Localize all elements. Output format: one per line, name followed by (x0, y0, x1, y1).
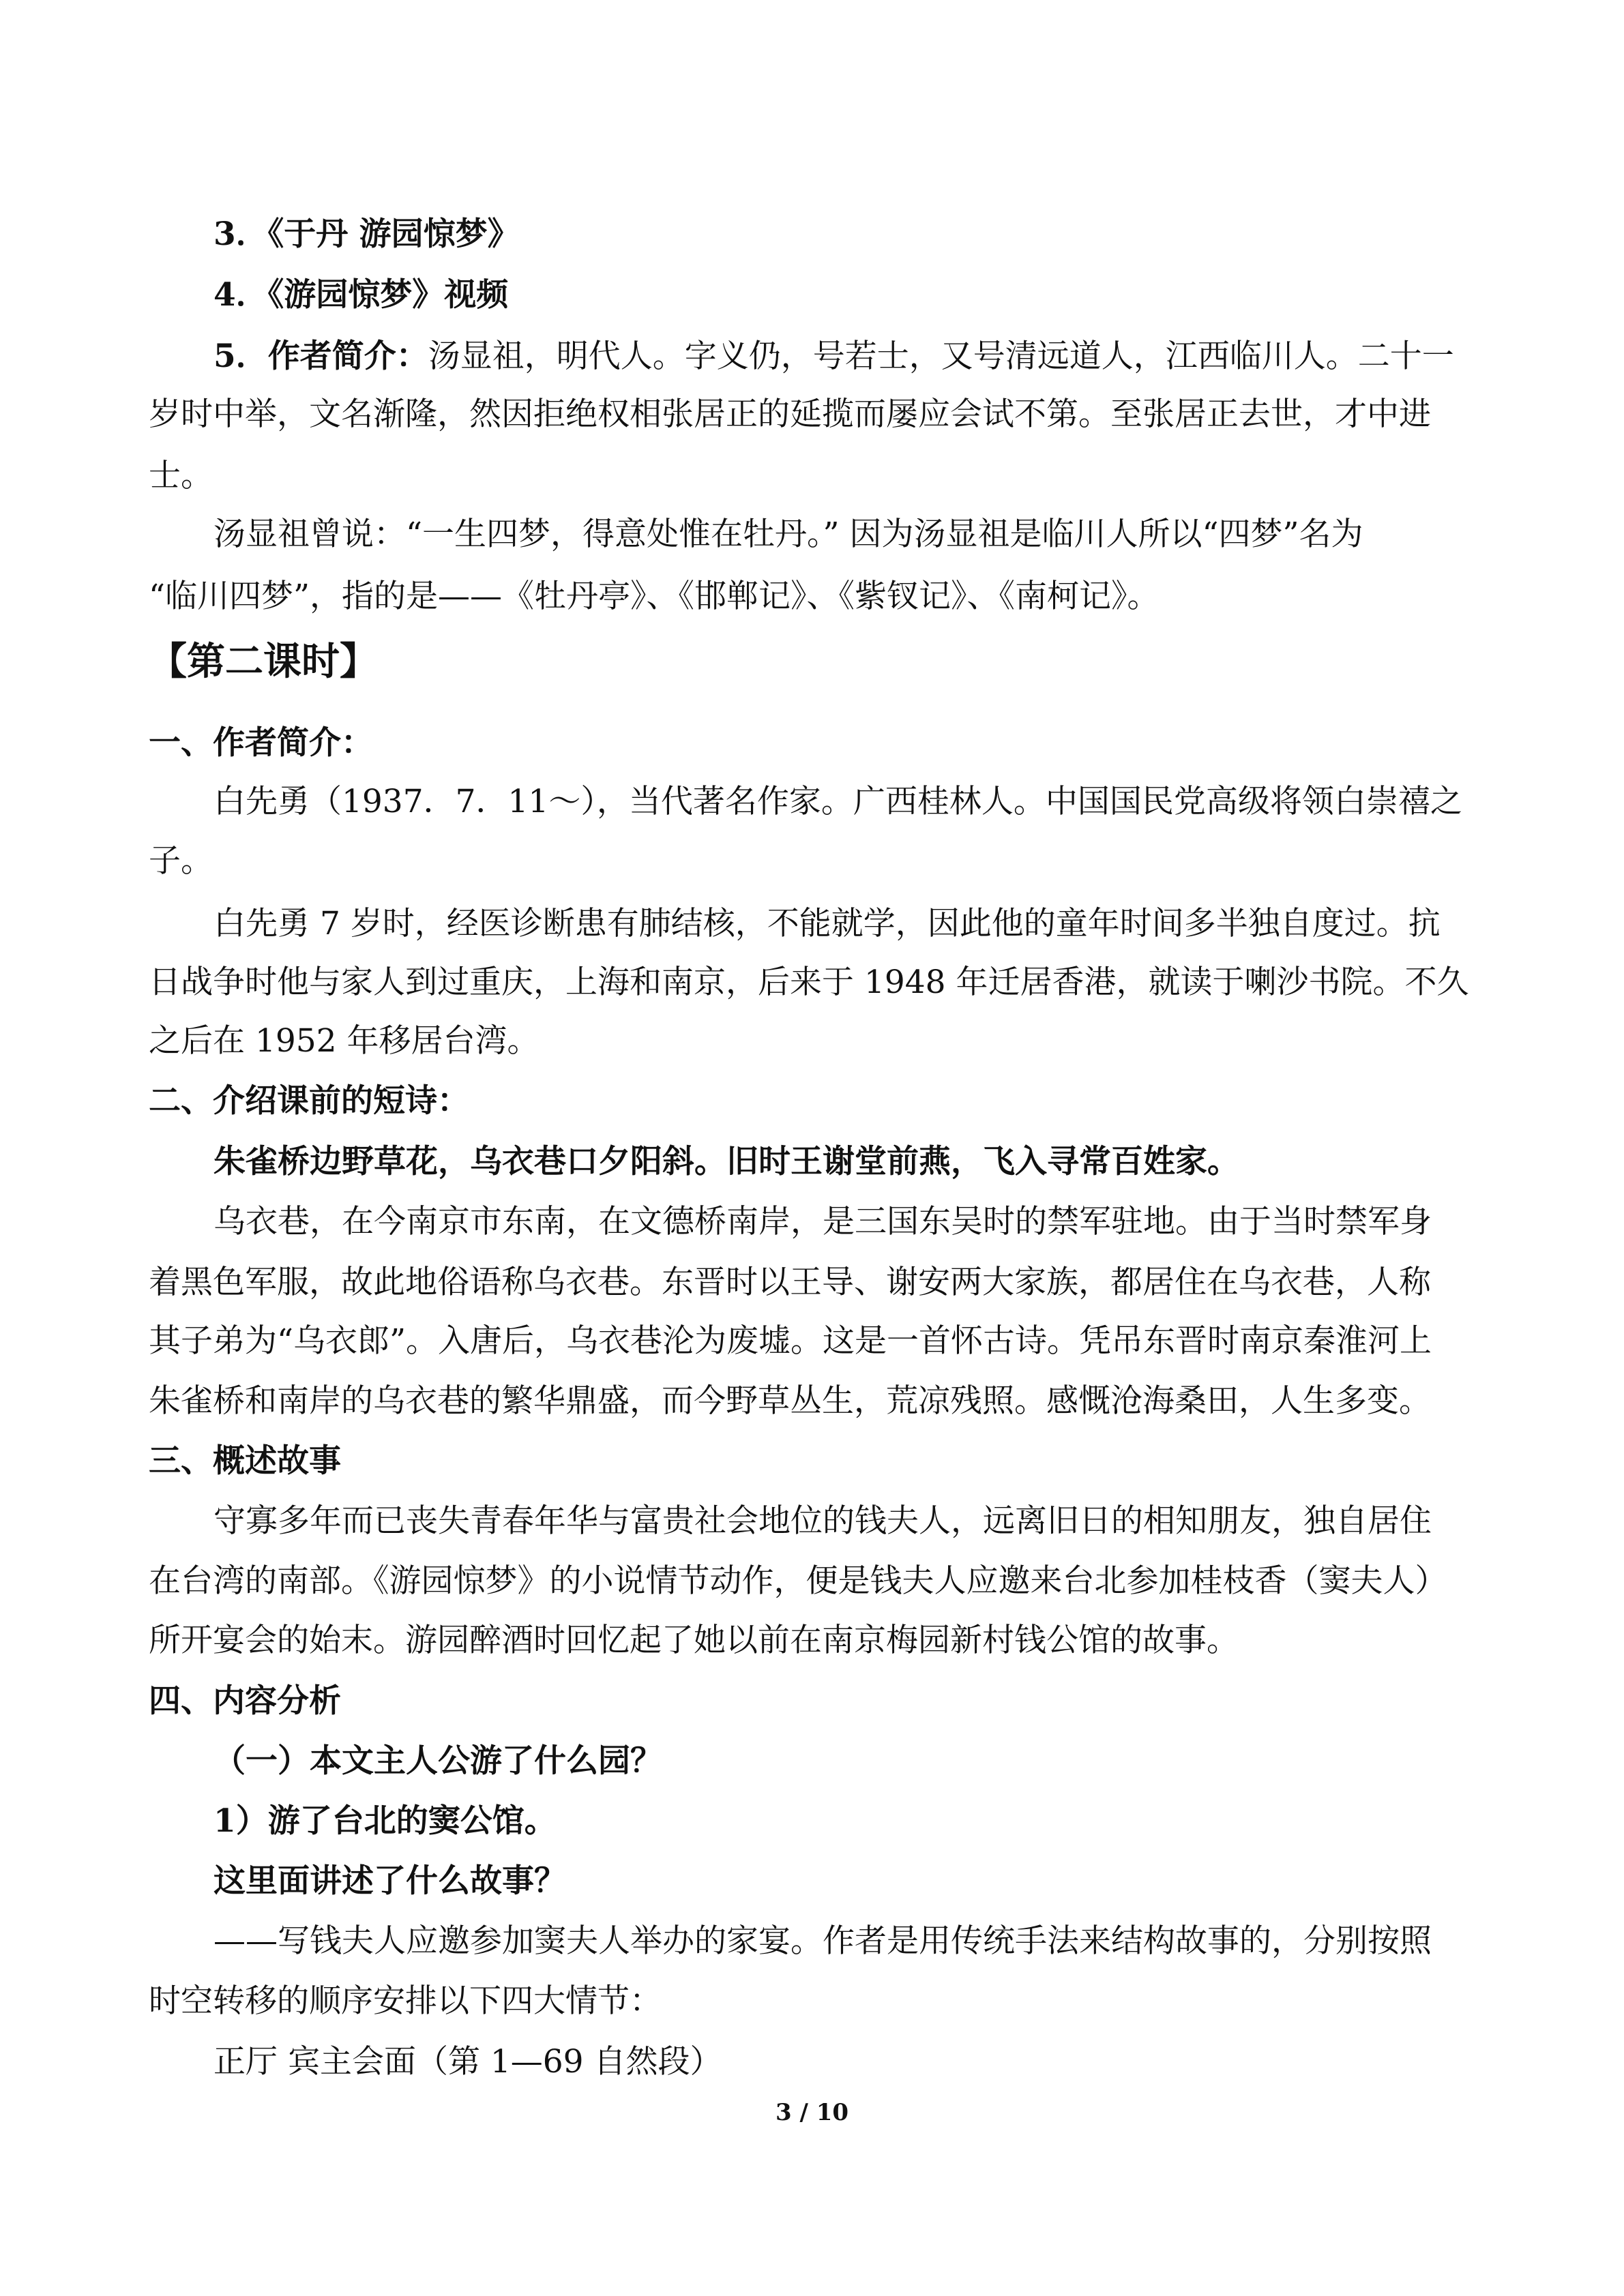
item-3: 3．《于丹 游园惊梦》 (213, 215, 520, 253)
page-number: 3 / 10 (775, 2099, 849, 2126)
section-3-line-1: 守寡多年而已丧失青春年华与富贵社会地位的钱夫人，远离旧日的相知朋友，独自居住 (213, 1502, 1432, 1540)
section-1-title: 一、作者简介： (149, 724, 373, 762)
author-intro-line-3: 士。 (149, 457, 213, 494)
section-2-line-4: 朱雀桥和南岸的乌衣巷的繁华鼎盛，而今野草丛生，荒凉残照。感慨沧海桑田，人生多变。 (149, 1382, 1431, 1420)
section-2-line-2: 着黑色军服，故此地俗语称乌衣巷。东晋时以王导、谢安两大家族，都居住在乌衣巷，人称 (149, 1264, 1431, 1301)
section-4-plot-1: 正厅 宾主会面（第 1—69 自然段） (213, 2043, 722, 2081)
author-intro-label: 5．作者简介： (213, 338, 428, 375)
four-dreams-line-1: 汤显祖曾说：“一生四梦，得意处惟在牡丹。” 因为汤显祖是临川人所以“四梦”名为 (213, 516, 1363, 553)
section-2-line-3: 其子弟为“乌衣郎”。入唐后，乌衣巷沦为废墟。这是一首怀古诗。凭吊东晋时南京秦淮河上 (149, 1322, 1432, 1360)
section-4-line-2: 时空转移的顺序安排以下四大情节： (149, 1982, 662, 2020)
author-intro-line-1 (213, 336, 1454, 377)
author-intro-line-2: 岁时中举，文名渐隆，然因拒绝权相张居正的延揽而屡应会试不第。至张居正去世，才中进 (149, 396, 1431, 433)
section-4-line-1: ——写钱夫人应邀参加窦夫人举办的家宴。作者是用传统手法来结构故事的，分别按照 (213, 1922, 1432, 1960)
section-4-question-1: （一）本文主人公游了什么园？ (213, 1742, 662, 1780)
section-1-p1-line-1: 白先勇（1937．7．11～），当代著名作家。广西桂林人。中国国民党高级将领白崇禧之 (213, 783, 1462, 820)
section-4-question-2: 这里面讲述了什么故事？ (213, 1862, 566, 1900)
section-4-title: 四、内容分析 (149, 1682, 341, 1720)
section-2-title: 二、介绍课前的短诗： (149, 1082, 469, 1120)
section-2-line-1: 乌衣巷，在今南京市东南，在文德桥南岸，是三国东吴时的禁军驻地。由于当时禁军身 (213, 1203, 1432, 1240)
section-1-p1-line-2: 子。 (149, 842, 213, 880)
author-intro-text: 汤显祖，明代人。字义仍，号若士，又号清远道人，江西临川人。二十一 (428, 338, 1454, 375)
section-2-poem: 朱雀桥边野草花，乌衣巷口夕阳斜。旧时王谢堂前燕，飞入寻常百姓家。 (213, 1143, 1239, 1180)
section-3-line-3: 所开宴会的始末。游园醉酒时回忆起了她以前在南京梅园新村钱公馆的故事。 (149, 1622, 1239, 1659)
item-4: 4．《游园惊梦》视频 (213, 276, 509, 314)
section-1-p2-line-2: 日战争时他与家人到过重庆，上海和南京，后来于 1948 年迁居香港，就读于喇沙书院。不久 (149, 964, 1469, 1001)
section-1-p2-line-1: 白先勇 7 岁时，经医诊断患有肺结核，不能就学，因此他的童年时间多半独自度过。抗 (213, 905, 1441, 942)
section-3-title: 三、概述故事 (149, 1442, 341, 1480)
section-1-p2-line-3: 之后在 1952 年移居台湾。 (149, 1022, 540, 1060)
section-4-answer-1: 1）游了台北的窦公馆。 (213, 1802, 557, 1840)
second-lesson-heading: 【第二课时】 (149, 639, 378, 684)
section-3-line-2: 在台湾的南部。《游园惊梦》的小说情节动作，便是钱夫人应邀来台北参加桂枝香（窦夫人） (149, 1562, 1447, 1600)
four-dreams-line-2: “临川四梦”，指的是——《牡丹亭》、《邯郸记》、《紫钗记》、《南柯记》。 (149, 578, 1160, 615)
